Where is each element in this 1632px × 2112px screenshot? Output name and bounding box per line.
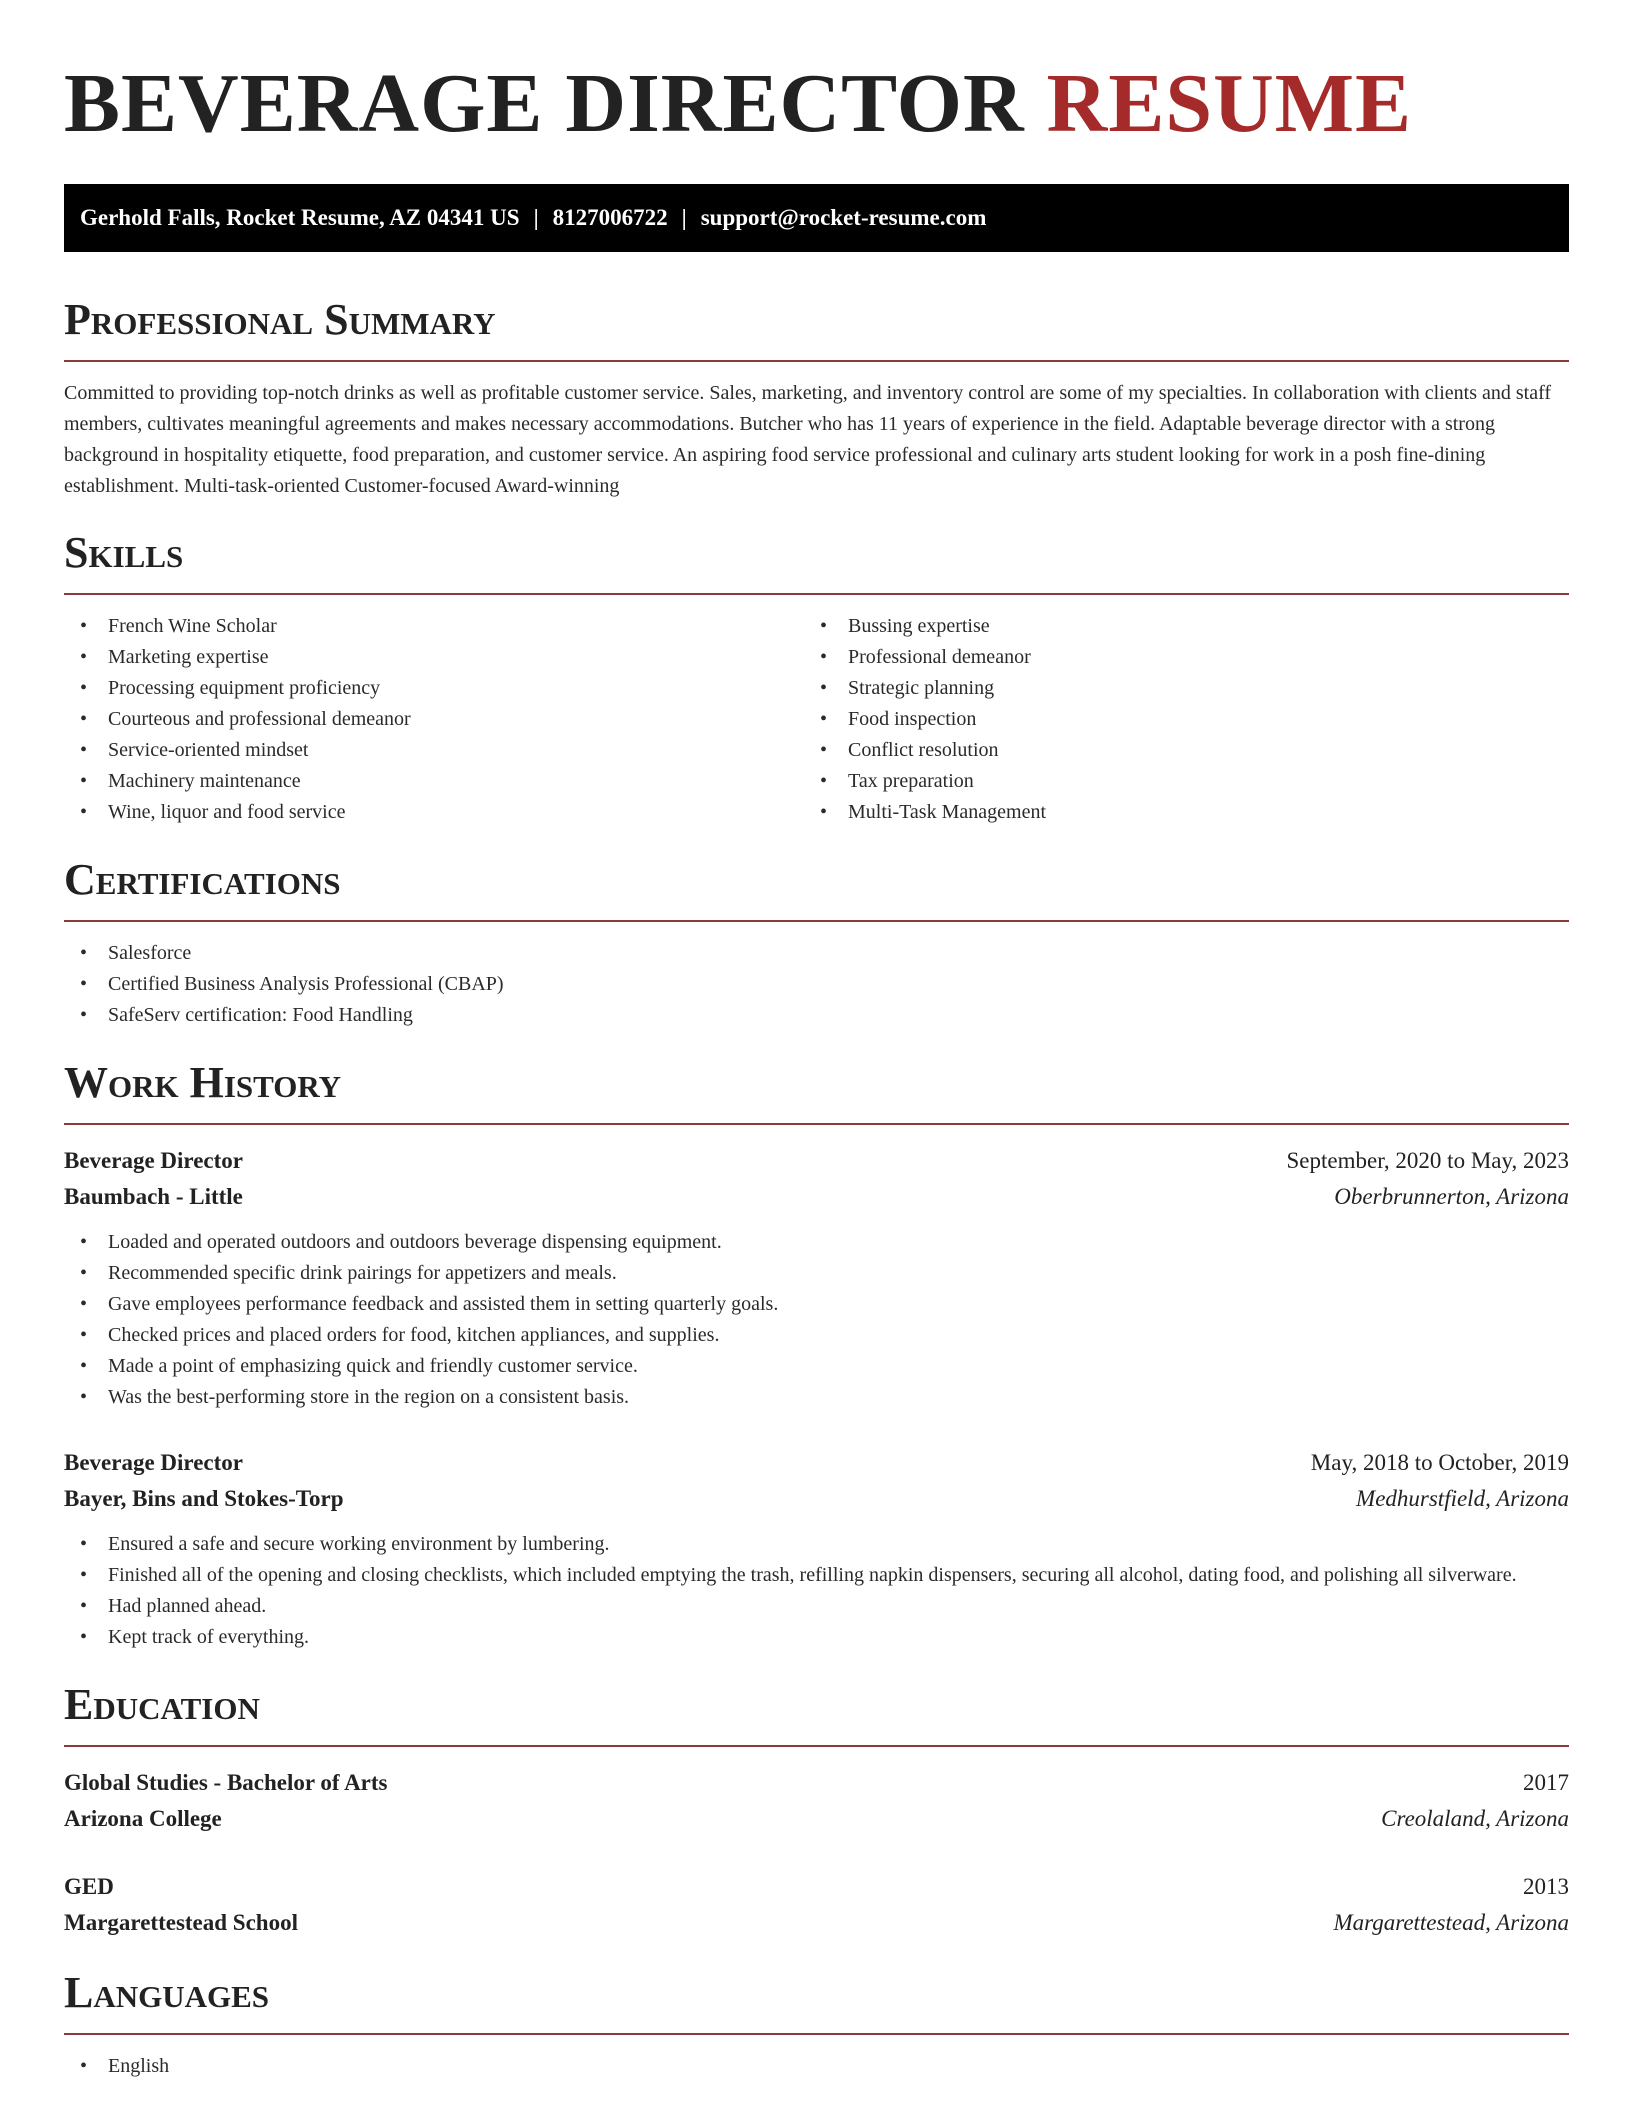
job-header-row xyxy=(64,1445,1569,1481)
skill-item: • Food inspection xyxy=(804,704,1544,735)
job-company-row xyxy=(64,1179,1569,1215)
contact-bar xyxy=(64,184,1569,252)
job-dates: May, 2018 to October, 2019 xyxy=(1310,1450,1569,1475)
job-role: Beverage Director xyxy=(64,1450,244,1475)
education-school: Arizona College xyxy=(64,1806,222,1831)
skills-list-left xyxy=(64,611,804,828)
skill-item: • French Wine Scholar xyxy=(64,611,804,642)
education-school-row xyxy=(64,1801,1569,1837)
job-bullet: • Recommended specific drink pairings for appetizers and meals. xyxy=(64,1258,1569,1289)
skill-item: • Tax preparation xyxy=(804,766,1544,797)
job-bullets xyxy=(64,1529,1569,1653)
work-history-heading: Work History xyxy=(64,1057,1569,1125)
education-degree: GED xyxy=(64,1874,114,1899)
contact-phone: 8127006722 xyxy=(552,205,668,230)
education-year: 2013 xyxy=(1523,1874,1569,1899)
education-school-row xyxy=(64,1905,1569,1941)
contact-separator: | xyxy=(533,205,539,230)
certifications-heading: Certifications xyxy=(64,854,1569,922)
skills-heading: Skills xyxy=(64,527,1569,595)
certification-item: • Salesforce xyxy=(64,938,1569,969)
job-dates: September, 2020 to May, 2023 xyxy=(1286,1148,1569,1173)
job-header-row xyxy=(64,1143,1569,1179)
job-entry xyxy=(64,1143,1569,1413)
job-bullet: • Finished all of the opening and closing checklists, which included emptying the trash, refilling napkin dispensers, securing all alcohol, dating food, and polishing all silverware. xyxy=(64,1560,1569,1591)
contact-address: Gerhold Falls, Rocket Resume, AZ 04341 US xyxy=(80,205,520,230)
job-role: Beverage Director xyxy=(64,1148,244,1173)
certification-item: • SafeServ certification: Food Handling xyxy=(64,1000,1569,1031)
contact-email: support@rocket-resume.com xyxy=(700,205,987,230)
education-degree: Global Studies - Bachelor of Arts xyxy=(64,1770,388,1795)
job-bullet: • Ensured a safe and secure working environment by lumbering. xyxy=(64,1529,1569,1560)
education-entry xyxy=(64,1869,1569,1941)
education-year: 2017 xyxy=(1523,1770,1569,1795)
certifications-list xyxy=(64,938,1569,1031)
title-main: BEVERAGE DIRECTOR xyxy=(64,57,1025,150)
skill-item: • Strategic planning xyxy=(804,673,1544,704)
job-location: Oberbrunnerton, Arizona xyxy=(1334,1184,1569,1209)
job-bullet: • Gave employees performance feedback and assisted them in setting quarterly goals. xyxy=(64,1289,1569,1320)
education-header-row xyxy=(64,1765,1569,1801)
resume-page xyxy=(64,0,1569,2082)
education-heading: Education xyxy=(64,1679,1569,1747)
job-company: Baumbach - Little xyxy=(64,1184,243,1209)
contact-separator: | xyxy=(681,205,687,230)
skill-item: • Professional demeanor xyxy=(804,642,1544,673)
job-bullet: • Loaded and operated outdoors and outdoors beverage dispensing equipment. xyxy=(64,1227,1569,1258)
skill-item: • Bussing expertise xyxy=(804,611,1544,642)
summary-text: Committed to providing top-notch drinks as well as profitable customer service. Sales, marketing, and inventory control are some of my specialties. In collaboration with clients and staff members, cultivates meaningful agreements and makes necessary accommodations. Butcher who has 11 years of experience in the field. Adaptable beverage director with a strong background in hospitality etiquette, food preparation, and customer service. An aspiring food service professional and culinary arts student looking for work in a posh fine-dining establishment. Multi-task-oriented Customer-focused Award-winning xyxy=(64,382,1552,497)
skill-item: • Service-oriented mindset xyxy=(64,735,804,766)
certification-item: • Certified Business Analysis Professional (CBAP) xyxy=(64,969,1569,1000)
languages-heading: Languages xyxy=(64,1967,1569,2035)
job-bullet: • Was the best-performing store in the region on a consistent basis. xyxy=(64,1382,1569,1413)
education-location: Creolaland, Arizona xyxy=(1381,1806,1569,1831)
skills-columns xyxy=(64,611,1569,828)
education-entry xyxy=(64,1765,1569,1837)
education-school: Margarettestead School xyxy=(64,1910,298,1935)
job-bullets xyxy=(64,1227,1569,1413)
job-bullet: • Kept track of everything. xyxy=(64,1622,1569,1653)
job-bullet: • Had planned ahead. xyxy=(64,1591,1569,1622)
languages-list xyxy=(64,2051,1569,2082)
skill-item: • Marketing expertise xyxy=(64,642,804,673)
skill-item: • Courteous and professional demeanor xyxy=(64,704,804,735)
job-location: Medhurstfield, Arizona xyxy=(1356,1486,1569,1511)
education-header-row xyxy=(64,1869,1569,1905)
resume-title xyxy=(64,56,1569,152)
education-location: Margarettestead, Arizona xyxy=(1333,1910,1569,1935)
job-bullet: • Made a point of emphasizing quick and friendly customer service. xyxy=(64,1351,1569,1382)
skill-item: • Machinery maintenance xyxy=(64,766,804,797)
skill-item: • Conflict resolution xyxy=(804,735,1544,766)
skill-item: • Wine, liquor and food service xyxy=(64,797,804,828)
job-company-row xyxy=(64,1481,1569,1517)
language-item: • English xyxy=(64,2051,1569,2082)
job-entry xyxy=(64,1445,1569,1653)
job-company: Bayer, Bins and Stokes-Torp xyxy=(64,1486,344,1511)
job-bullet: • Checked prices and placed orders for food, kitchen appliances, and supplies. xyxy=(64,1320,1569,1351)
skill-item: • Multi-Task Management xyxy=(804,797,1544,828)
skill-item: • Processing equipment proficiency xyxy=(64,673,804,704)
summary-heading: Professional Summary xyxy=(64,294,1569,362)
skills-list-right xyxy=(804,611,1544,828)
title-accent: RESUME xyxy=(1046,57,1413,150)
